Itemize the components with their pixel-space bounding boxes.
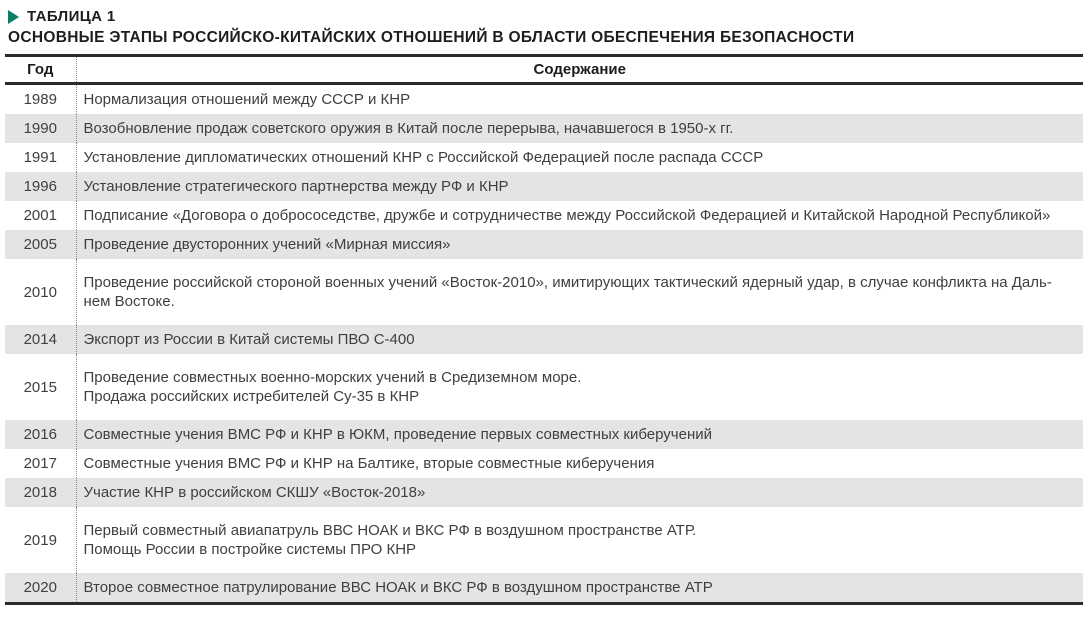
year-column-header: Год: [5, 56, 76, 84]
content-line: Установление дипломатических отношений КНР с Российской Федерацией после распада СССР: [83, 149, 764, 166]
year-cell: 2005: [23, 236, 57, 253]
content-line: Второе совместное патрулирование ВВС НОАК и ВКС РФ в воздушном пространстве АТР: [83, 579, 713, 596]
content-cell: [76, 507, 1083, 573]
year-cell: 1989: [23, 91, 57, 108]
table-caption: [5, 8, 1083, 47]
table-row: [5, 114, 1083, 143]
year-cell: 2016: [23, 426, 57, 443]
year-cell: 1990: [23, 120, 57, 137]
table-marker-icon: [8, 10, 19, 24]
year-cell: 2017: [23, 455, 57, 472]
year-cell: 2015: [23, 378, 57, 396]
table-row: [5, 478, 1083, 507]
content-cell: [76, 478, 1083, 507]
table-header-row: [5, 56, 1083, 84]
content-cell: [76, 325, 1083, 354]
content-line: Совместные учения ВМС РФ и КНР в ЮКМ, проведение первых совместных киберучений: [83, 426, 712, 443]
content-line: Продажа российских истребителей Су-35 в КНР: [83, 388, 420, 405]
content-cell: [76, 143, 1083, 172]
content-cell: [76, 420, 1083, 449]
year-cell: 2001: [23, 207, 57, 224]
content-cell: [76, 84, 1083, 115]
content-cell: [76, 114, 1083, 143]
content-line: Установление стратегического партнерства между РФ и КНР: [83, 178, 509, 195]
content-line: Экспорт из России в Китай системы ПВО С-400: [83, 331, 415, 348]
year-cell: 1996: [23, 178, 57, 195]
content-line: Проведение совместных военно-морских учений в Средиземном море.: [83, 369, 582, 386]
table-row: [5, 230, 1083, 259]
table-label: ТАБЛИЦА 1: [27, 8, 116, 25]
table-row: [5, 573, 1083, 604]
content-cell: [76, 354, 1083, 420]
content-cell: [76, 573, 1083, 604]
content-line: Помощь России в постройке системы ПРО КНР: [83, 541, 417, 558]
table-row: [5, 201, 1083, 230]
content-line: Подписание «Договора о добрососедстве, дружбе и сотрудничестве между Российской Федерацией и Китайской Народной Республикой»: [83, 207, 1051, 224]
table-row: [5, 449, 1083, 478]
year-cell: 2014: [23, 331, 57, 348]
year-cell: 2019: [23, 531, 57, 549]
table-caption-label-row: [8, 8, 1083, 25]
year-cell: 2018: [23, 484, 57, 501]
year-cell: 2010: [23, 283, 57, 301]
content-cell: [76, 449, 1083, 478]
table-row: [5, 259, 1083, 325]
year-cell: 1991: [23, 149, 57, 166]
year-cell: 2020: [23, 579, 57, 596]
content-cell: [76, 259, 1083, 325]
table-title: ОСНОВНЫЕ ЭТАПЫ РОССИЙСКО-КИТАЙСКИХ ОТНОШЕНИЙ В ОБЛАСТИ ОБЕСПЕЧЕНИЯ БЕЗОПАСНОСТИ: [8, 29, 855, 46]
content-line: Проведение российской стороной военных учений «Восток-2010», имитирующих тактический ядерный удар, в случае конфликта на Даль-: [83, 274, 1052, 291]
content-line: Проведение двусторонних учений «Мирная миссия»: [83, 236, 451, 253]
table-row: [5, 325, 1083, 354]
table-row: [5, 420, 1083, 449]
table-row: [5, 172, 1083, 201]
content-column-header: Содержание: [76, 56, 1083, 84]
content-cell: [76, 201, 1083, 230]
content-line: Нормализация отношений между СССР и КНР: [83, 91, 411, 108]
table-row: [5, 354, 1083, 420]
content-cell: [76, 230, 1083, 259]
table-row: [5, 84, 1083, 115]
content-line: Участие КНР в российском СКШУ «Восток-2018»: [83, 484, 426, 501]
content-line: Совместные учения ВМС РФ и КНР на Балтике, вторые совместные киберучения: [83, 455, 655, 472]
content-line: Возобновление продаж советского оружия в Китай после перерыва, начавшегося в 1950-х гг.: [83, 120, 734, 137]
events-table: [5, 54, 1083, 605]
content-line: Первый совместный авиапатруль ВВС НОАК и ВКС РФ в воздушном пространстве АТР.: [83, 522, 697, 539]
content-cell: [76, 172, 1083, 201]
table-row: [5, 507, 1083, 573]
table-body: [5, 84, 1083, 604]
content-line: нем Востоке.: [83, 293, 175, 310]
table-row: [5, 143, 1083, 172]
